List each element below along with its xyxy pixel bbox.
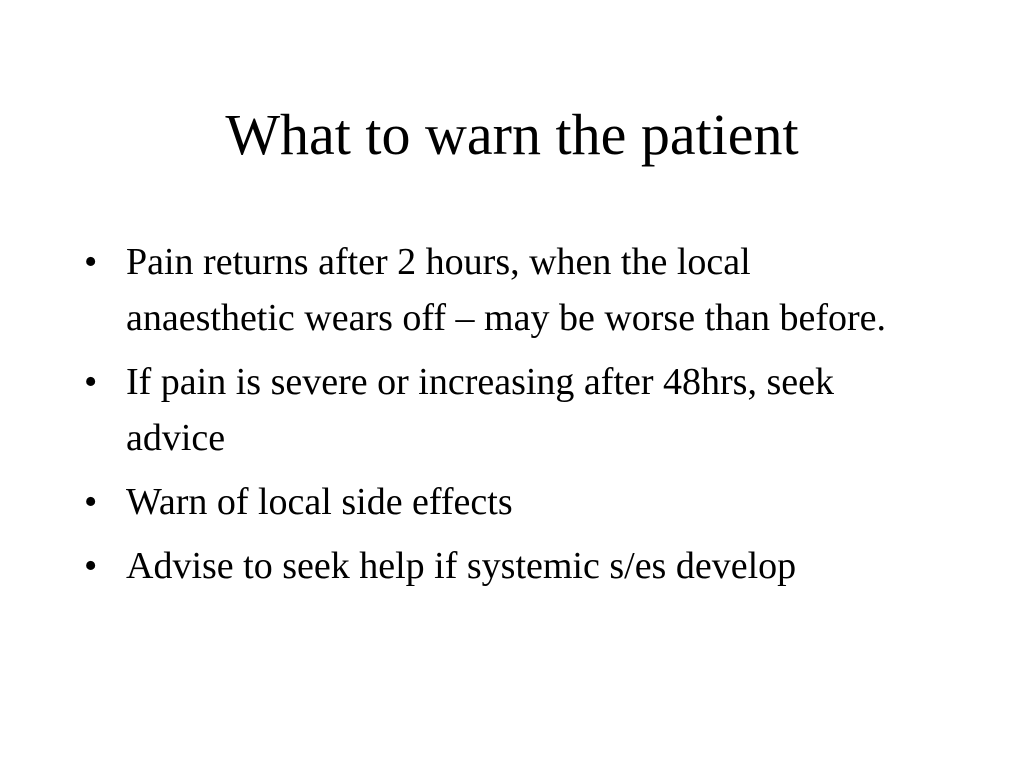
slide-title: What to warn the patient (225, 102, 799, 167)
bullet-item-3 (84, 474, 964, 530)
bullet-item-2 (84, 354, 916, 466)
bullet-list (84, 234, 964, 602)
bullet-text: Advise to seek help if systemic s/es develop (126, 545, 797, 587)
bullet-item-4 (84, 538, 964, 594)
bullet-icon: • (84, 241, 98, 283)
bullet-icon: • (84, 481, 98, 523)
bullet-icon: • (84, 361, 98, 403)
bullet-icon: • (84, 545, 98, 587)
bullet-text: Pain returns after 2 hours, when the local anaesthetic wears off – may be worse than before. (126, 241, 887, 339)
bullet-text: Warn of local side effects (126, 481, 513, 523)
bullet-text: If pain is severe or increasing after 48hrs, seek advice (126, 361, 834, 459)
bullet-item-1 (84, 234, 926, 346)
